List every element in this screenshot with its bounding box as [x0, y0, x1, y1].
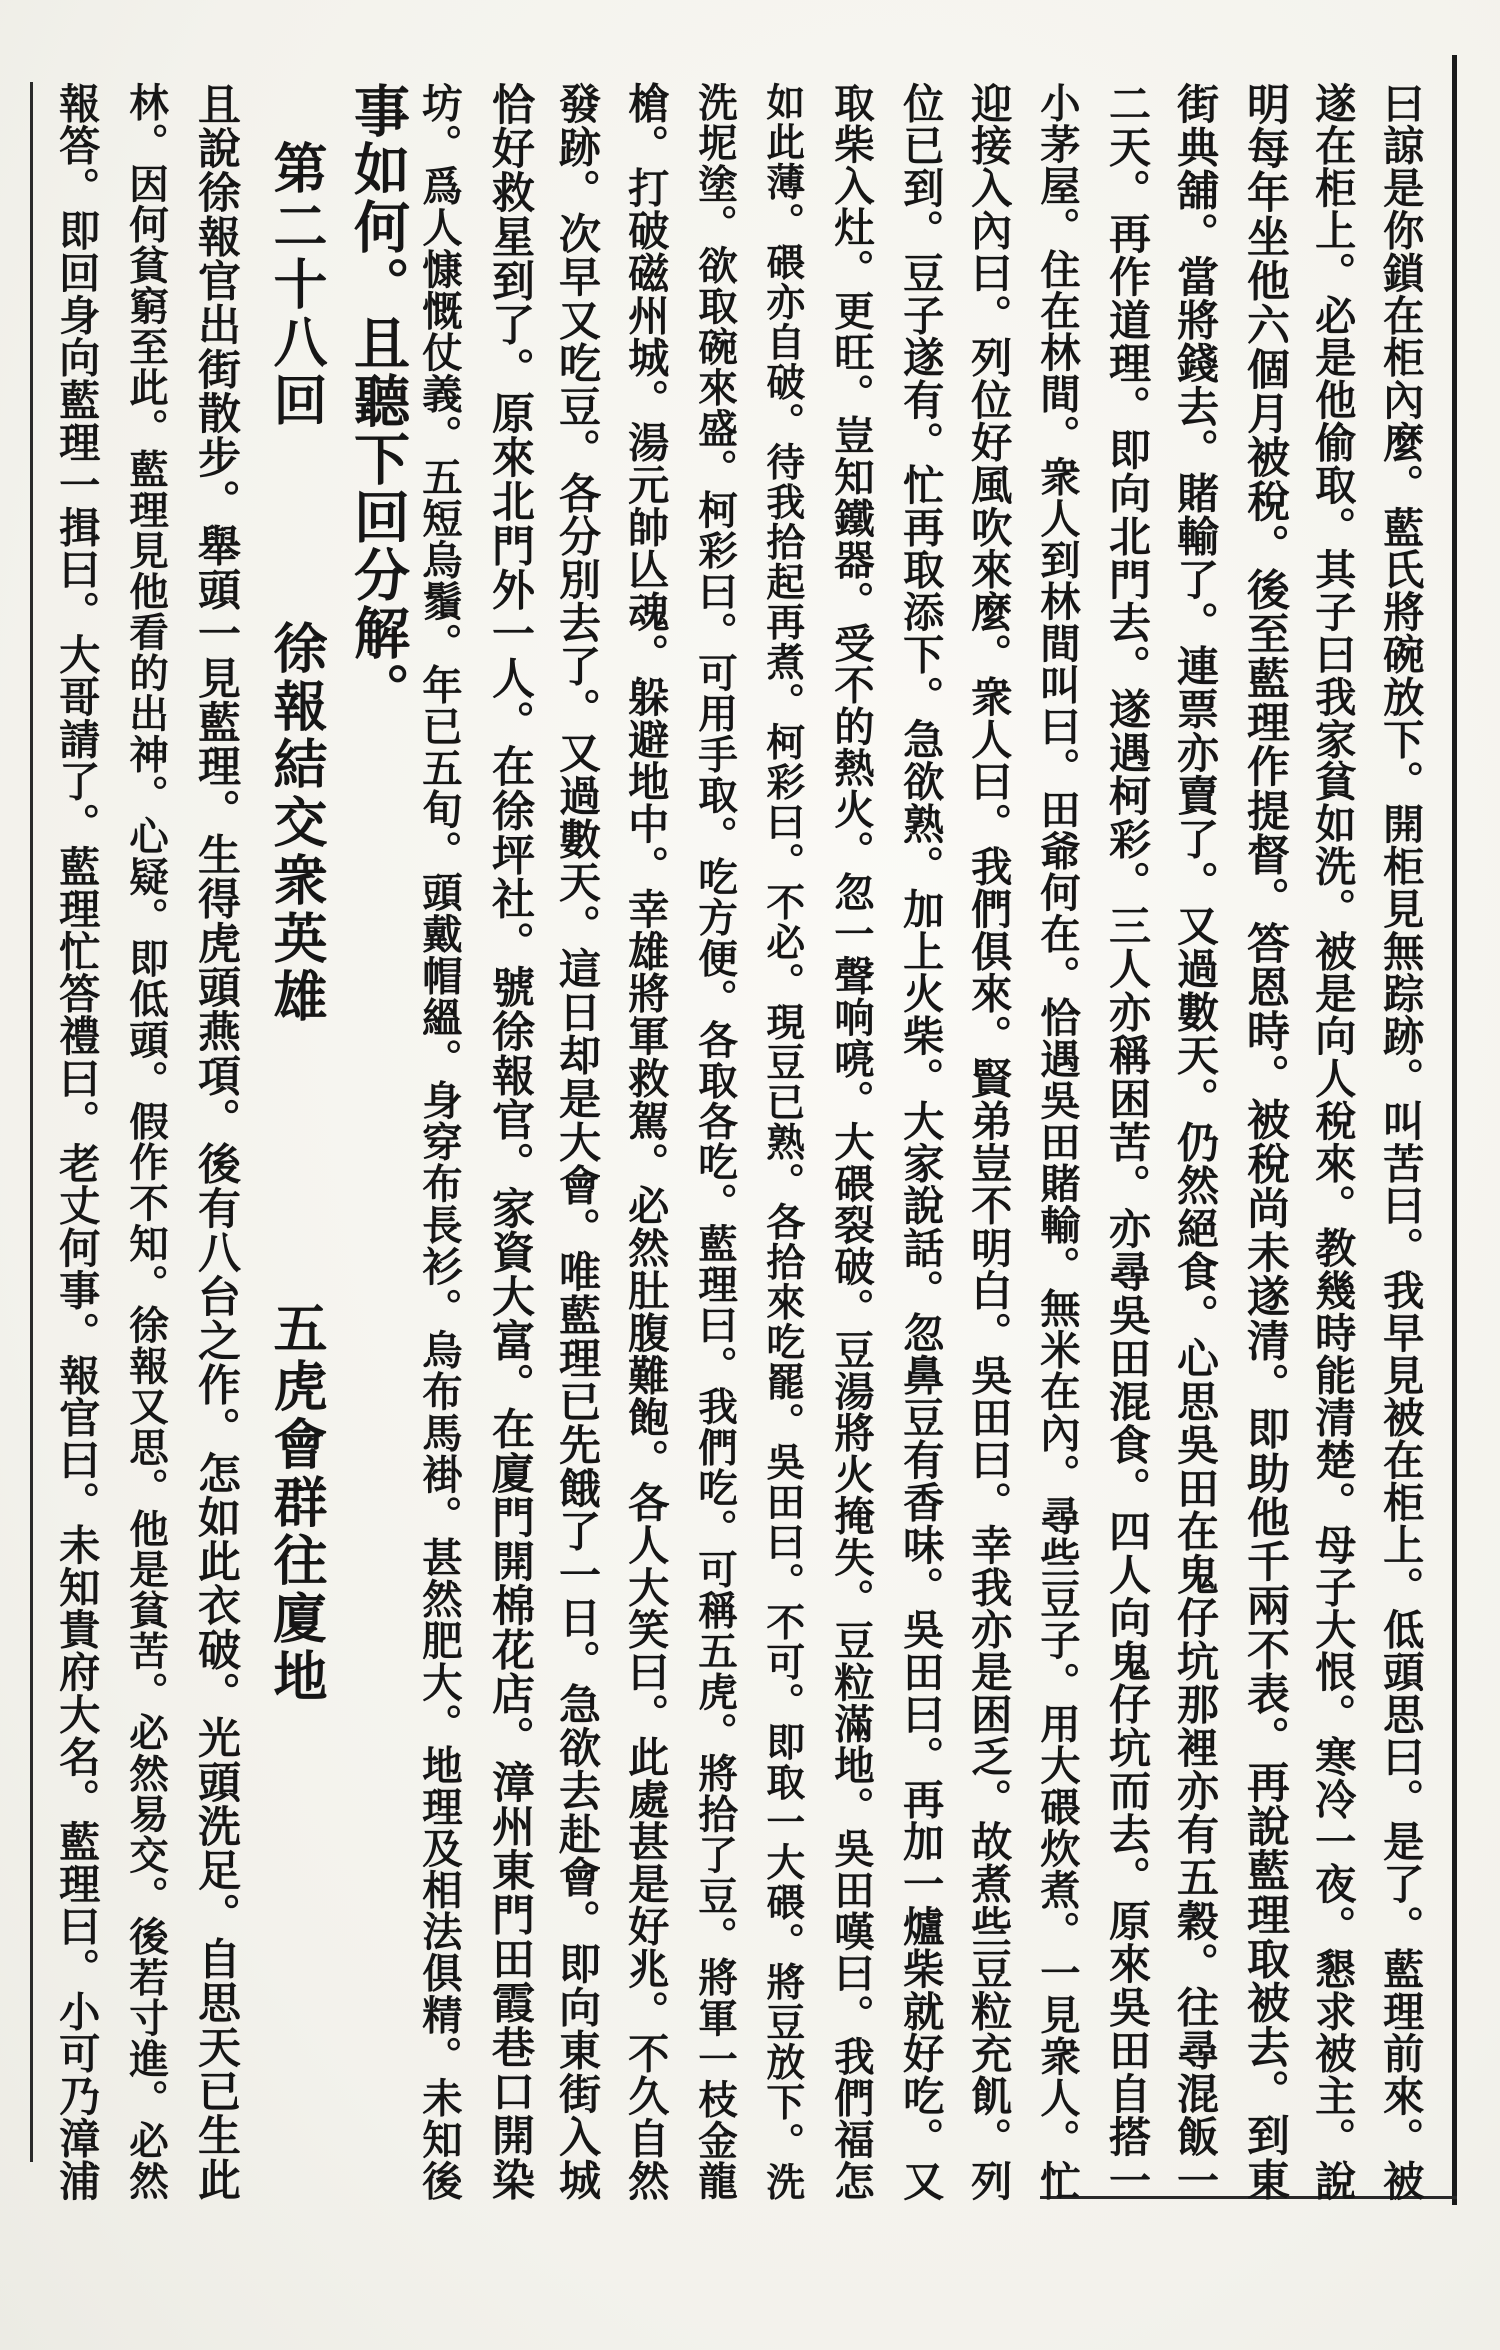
border-left	[30, 82, 33, 2162]
text-column-12: 槍。打破磁州城。湯元帥亾魂。躲避地中。幸雄將軍救駕。必然肚腹難飽。各人大笑曰。此處甚是好兆。不久自然	[621, 82, 671, 2202]
chapter-title-line-2: 五虎會群往廈地	[265, 1300, 329, 1706]
border-right	[1452, 55, 1457, 2205]
text-column-18: 林。因何貧窮至此。藍理見他看的出神。心疑。即低頭。假作不知。徐報又思。他是貧苦。必然易交。後若寸進。必然	[122, 82, 169, 2202]
text-column-9: 取柴入灶。更旺。豈知鐵器。受不的熱火。忽一聲响喨。大碨裂破。豆湯將火掩失。豆粒滿地。吳田嘆曰。我們福怎	[827, 82, 876, 2202]
text-column-7: 迎接入內曰。列位好風吹來麼。衆人曰。我們俱來。賢弟豈不明白。吳田曰。幸我亦是困乏。故煮些豆粒充飢。列	[964, 82, 1014, 2202]
text-column-19: 報答。即回身向藍理一揖曰。大哥請了。藍理忙答禮曰。老丈何事。報官曰。未知貴府大名。藍理曰。小可乃漳浦	[52, 82, 102, 2202]
chapter-number: 第二十八回	[265, 140, 329, 430]
text-column-1: 曰諒是你鎖在柜內麼。藍氏將碗放下。開柜見無踪跡。叫苦曰。我早見被在柜上。低頭思曰。是了。藍理前來。被	[1376, 82, 1426, 2202]
text-column-4: 街典舖。當將錢去。賭輸了。連票亦賣了。又過數天。仍然絕食。心思吳田在鬼仔坑那裡亦有五穀。往尋混飯一	[1171, 82, 1221, 2202]
text-column-13: 發跡。次早又吃豆。各分別去了。又過數天。這日却是大會。唯藍理已先餓了一日。急欲去赴會。即向東街入城	[553, 82, 603, 2202]
text-column-14: 恰好救星到了。原來北門外一人。在徐坪社。號徐報官。家資大富。在廈門開棉花店。漳州東門田霞巷口開染	[484, 82, 535, 2202]
chapter-title-line-1: 徐報結交衆英雄	[265, 620, 329, 1026]
text-column-15: 坊。爲人慷慨仗義。五短烏鬚。年已五旬。頭戴帽縕。身穿布長衫。烏布馬褂。甚然肥大。地理及相法俱精。未知後	[415, 82, 464, 2202]
text-column-3: 明每年坐他六個月被稅。後至藍理作提督。答恩時。被稅尚未遂清。即助他千兩不表。再說藍理取被去。到東	[1239, 82, 1290, 2202]
text-column-10: 如此薄。碨亦自破。待我拾起再煮。柯彩曰。不必。現豆已熟。各拾來吃罷。吳田曰。不可。即取一大碨。將豆放下。洗	[759, 82, 805, 2202]
text-column-8: 位已到。豆子遂有。忙再取添下。急欲熟。加上火柴。大家說話。忽鼻豆有香味。吳田曰。再加一爐柴就好吃。又	[896, 82, 946, 2202]
text-column-2: 遂在柜上。必是他偷取。其子曰我家貧如洗。被是向人稅來。教幾時能清楚。母子大恨。寒冷一夜。懇求被主。說	[1308, 82, 1358, 2202]
text-column-17: 且說徐報官出街散步。舉頭一見藍理。生得虎頭燕項。後有八台之作。怎如此衣破。光頭洗足。自思天已生此	[190, 82, 241, 2202]
text-column-16: 事如何。且聽下回分解。	[345, 82, 411, 720]
text-column-11: 洗坭塗。欲取碗來盛。柯彩曰。可用手取。吃方便。各取各吃。藍理曰。我們吃。可稱五虎。將拾了豆。將軍一枝金龍	[691, 82, 738, 2202]
text-column-6: 小茅屋。住在林間。衆人到林間叫曰。田爺何在。恰遇吳田賭輸。無米在內。尋些豆子。用大碨炊煮。一見衆人。忙	[1033, 82, 1082, 2202]
text-column-5: 二天。再作道理。即向北門去。遂遇柯彩。三人亦稱困苦。亦尋吳田混食。四人向鬼仔坑而去。原來吳田自搭一	[1103, 82, 1153, 2202]
